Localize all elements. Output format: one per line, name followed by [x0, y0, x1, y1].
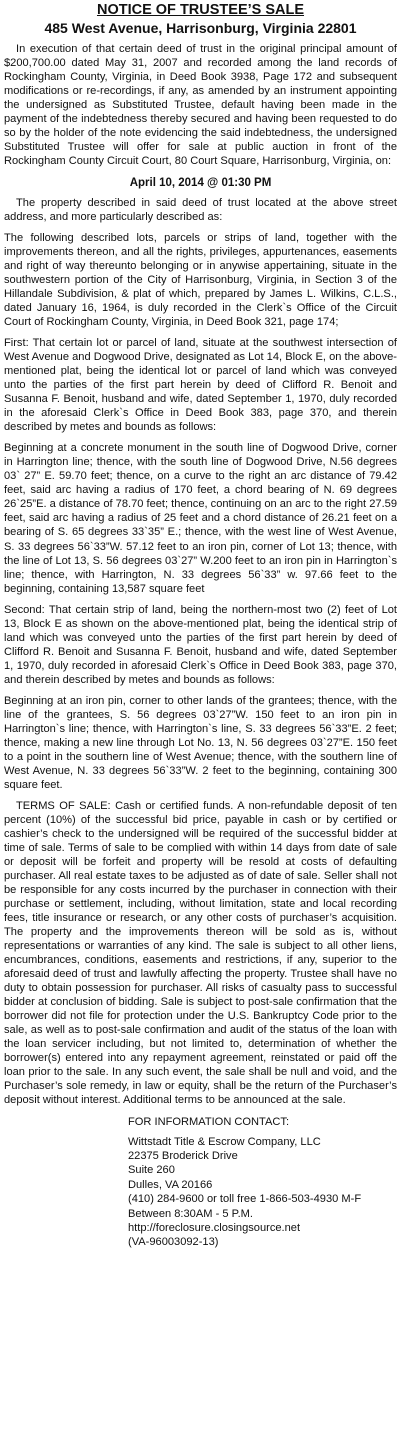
contact-hours: Between 8:30AM - 5 P.M. — [128, 1207, 253, 1220]
second-parcel-paragraph: Second: That certain strip of land, being the northern-most two (2) feet of Lot 13, Block E as shown on the above-mentioned plat, being the identical strip of land which was conveyed unto the parties of the first part herein by deed of Clifford R. Benoit and Susanna F. Benoit, husband and wife, dated September 1, 1970, duly recorded in aforesaid Clerk`s Office in Deed Book 383, page 370, and therein described by metes and bounds as follows: — [4, 603, 397, 686]
sale-date: April 10, 2014 @ 01:30 PM — [129, 177, 272, 190]
property-address: 485 West Avenue, Harrisonburg, Virginia 22801 — [44, 20, 357, 36]
contact-street: 22375 Broderick Drive — [128, 1149, 238, 1162]
second-parcel-bounds-paragraph: Beginning at an iron pin, corner to other lands of the grantees; thence, with the line of the grantees, S. 56 degrees 03`27”W. 150 feet to an iron pin in Harrington`s line; thence, with Harrington`s line, S. 33 degrees 56`33”E. 2 feet; thence, making a new line through Lot No. 13, N. 56 degrees 03`27”E. 150 feet to a point in the southern line of West Avenue; thence, with the southern line of West Avenue, N. 33 degrees 56`33”W. 2 feet to the beginning, containing 300 square feet. — [4, 694, 397, 791]
property-description-paragraph: The following described lots, parcels or strips of land, together with the improvements thereon, and all the rights, privileges, appurtenances, easements and right of way thereunto belonging or in anywise appertaining, situate in the southwestern portion of the City of Harrisonburg, Virginia, in Section 3 of the Hillandale Subdivision, & plat of which, prepared by James L. Wilkins, C.L.S., dated January 16, 1964, is duly recorded in the Clerk`s Office of the Circuit Court of Rockingham County, Virginia, in Deed Book 321, page 174; — [4, 232, 397, 329]
contact-reference: (VA-96003092-13) — [128, 1236, 219, 1249]
contact-block — [4, 1115, 397, 1250]
property-intro-paragraph: The property described in said deed of trust located at the above street address, and more particularly described as: — [4, 197, 397, 224]
contact-company: Wittstadt Title & Escrow Company, LLC — [128, 1135, 321, 1148]
contact-heading: FOR INFORMATION CONTACT: — [128, 1116, 290, 1129]
terms-of-sale-paragraph: TERMS OF SALE: Cash or certified funds. A non-refundable deposit of ten percent (10%) of the successful bid price, payable in cash or by certified or cashier’s check to the undersigned will be required of the successful bidder at time of sale. Terms of sale to be complied with within 14 days from date of sale or deposit will be forfeit and property will be resold at costs of defaulting purchaser. All real estate taxes to be adjusted as of date of sale. Seller shall not be responsible for any costs incurred by the purchaser in connection with their purchase or settlement, including, without limitation, state and local recording fees, title insurance or research, or any other costs of purchaser’s acquisition. The property and the improvements thereon will be sold as is, without representations or warranties of any kind. The sale is subject to all other liens, encumbrances, conditions, easements and restrictions, if any, superior to the aforesaid deed of trust and lawfully affecting the property. Trustee shall have no duty to obtain possession for purchaser. All risks of casualty pass to successful bidder at conclusion of bidding. Sale is subject to post-sale confirmation that the borrower did not file for protection under the U.S. Bankruptcy Code prior to the sale, as well as to post-sale confirmation and audit of the status of the loan with the loan servicer including, but not limited to, determination of whether the borrower(s) entered into any repayment agreement, reinstated or paid off the loan prior to the sale. In any such event, the sale shall be null and void, and the Purchaser’s sole remedy, in law or equity, shall be the return of the Purchaser’s deposit without interest. Additional terms to be announced at the sale. — [4, 799, 397, 1107]
contact-phone: (410) 284-9600 or toll free 1-866-503-4930 M-F — [128, 1193, 362, 1206]
contact-website: http://foreclosure.closingsource.net — [128, 1221, 301, 1234]
contact-city: Dulles, VA 20166 — [128, 1178, 213, 1191]
contact-suite: Suite 260 — [128, 1164, 175, 1177]
first-parcel-bounds-paragraph: Beginning at a concrete monument in the south line of Dogwood Drive, corner in Harrington line; thence, with the south line of Dogwood Drive, N.56 degrees 03` 27” E. 59.70 feet; thence, on a curve to the right an arc distance of 79.42 feet, said arc having a radius of 170 feet, a chord bearing of N. 69 degrees 26`25”E. a distance of 78.70 feet; thence, continuing on an arc to the right 27.59 feet, said arc having a radius of 25 feet and a chord distance of 26.21 feet on a bearing of S. 65 degrees 33`35” E.; thence, with the west line of West Avenue, S. 33 degrees 56`33”W. 57.12 feet to an iron pin, corner of Lot 13; thence, with the line of Lot 13, S. 56 degrees 03`27” W.200 feet to an iron pin in Harrington`s line; thence, with Harrington, N. 33 degrees 56`33” w. 97.66 feet to the beginning, containing 13,587 square feet — [4, 442, 397, 595]
first-parcel-paragraph: First: That certain lot or parcel of land, situate at the southwest intersection of West Avenue and Dogwood Drive, designated as Lot 14, Block E, on the above-mentioned plat, being the identical lot or parcel of land which was conveyed unto the parties of the first part herein by deed of Clifford R. Benoit and Susanna F. Benoit, husband and wife, dated September 1, 1970, duly recorded in the aforesaid Clerk`s Office in Deed Book 383, page 370, and therein described by metes and bounds as follows: — [4, 337, 397, 434]
notice-title: NOTICE OF TRUSTEE’S SALE — [96, 2, 305, 18]
intro-paragraph: In execution of that certain deed of trust in the original principal amount of $200,700.00 dated May 31, 2007 and recorded among the land records of Rockingham County, Virginia, in Deed Book 3938, Page 172 and subsequent modifications or re-recordings, if any, as amended by an instrument appointing the undersigned as Substituted Trustee, default having been made in the payment of the indebtedness thereby secured and having been requested to do so by the holder of the note evidencing the said indebtedness, the undersigned Substituted Trustee will offer for sale at public auction in front of the Rockingham County Circuit Court, 80 Court Square, Harrisonburg, Virginia, on: — [4, 43, 397, 168]
